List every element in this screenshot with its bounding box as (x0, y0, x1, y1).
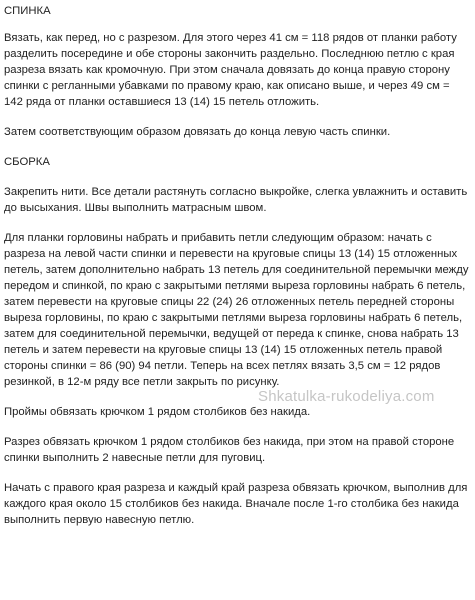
assembly-paragraph-2: Для планки горловины набрать и прибавить петли следующим образом: начать с разреза на левой части спинки и перевести на круговые спицы 13 (14) 15 отложенных петель, затем дополнительно набрать 13 петель для соединительной перемычки между передом и спинкой, по краю с закрытыми петлями выреза горловины набрать 6 петель, затем перевести на круговые спицы 22 (24) 26 отложенных петель передней стороны выреза горловины, по краю с закрытыми петлями выреза горловины набрать 6 петель, затем для соединительной перемычки, ведущей от переда к спинке, снова набрать 13 петель и затем перевести на круговые спицы 13 (14) 15 отложенных петель правой стороны спинки = 86 (90) 94 петли. Теперь на всех петлях вязать 3,5 см = 12 рядов резинкой, в 12-м ряду все петли закрыть по рисунку. (4, 232, 469, 388)
back-paragraph-1: Вязать, как перед, но с разрезом. Для этого через 41 см = 118 рядов от планки работу разделить посередине и обе стороны закончить раздельно. Последнюю петлю с края разреза вязать как кромочную. При этом сначала довязать до конца правую сторону спинки с регланными убавками по правому краю, как описано выше, и через 49 см = 142 ряда от планки оставшиеся 13 (14) 15 петель отложить. (4, 32, 457, 108)
assembly-paragraph-5: Начать с правого края разреза и каждый край разреза обвязать крючком, выполнив для каждого края около 15 столбиков без накида. Вначале после 1-го столбика без накида выполнить первую навесную петлю. (4, 482, 468, 526)
assembly-paragraph-3: Проймы обвязать крючком 1 рядом столбиков без накида. (4, 406, 311, 418)
assembly-paragraph-1: Закрепить нити. Все детали растянуть согласно выкройке, слегка увлажнить и оставить до высыхания. Швы выполнить матрасным швом. (4, 186, 468, 214)
watermark: Shkatulka-rukodeliya.com (258, 388, 435, 405)
assembly-paragraph-4: Разрез обвязать крючком 1 рядом столбиков без накида, при этом на правой стороне спинки выполнить 2 навесные петли для пуговиц. (4, 436, 455, 464)
document-body (4, 3, 470, 528)
back-heading: СПИНКА (4, 5, 51, 17)
back-paragraph-2: Затем соответствующим образом довязать до конца левую часть спинки. (4, 126, 391, 138)
assembly-heading: СБОРКА (4, 156, 50, 168)
